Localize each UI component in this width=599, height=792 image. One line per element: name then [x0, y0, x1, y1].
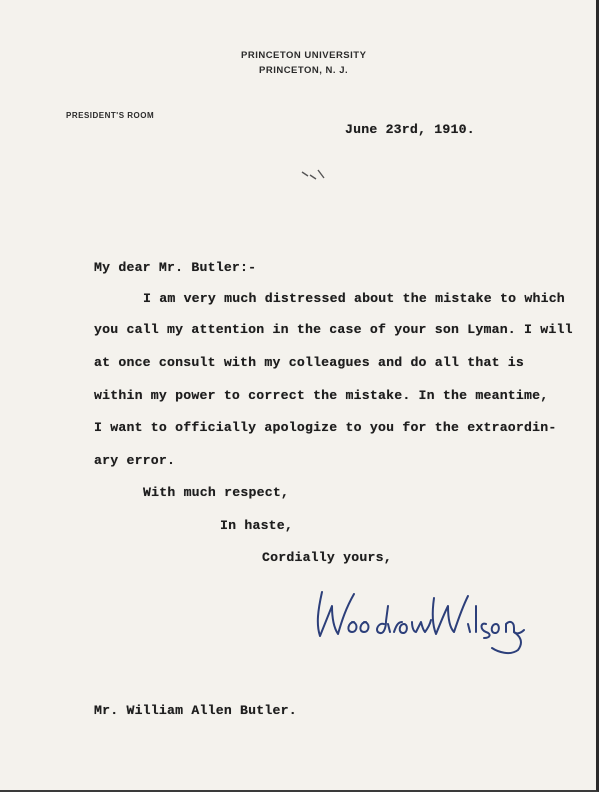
- letter-addressee: Mr. William Allen Butler.: [94, 703, 297, 718]
- body-line: ary error.: [94, 453, 176, 468]
- letterhead-institution: PRINCETON UNIVERSITY: [241, 50, 367, 61]
- body-line: I want to officially apologize to you for the extraordin-: [94, 420, 557, 435]
- letterhead-location: PRINCETON, N. J.: [259, 65, 349, 76]
- body-line: at once consult with my colleagues and do all that is: [94, 355, 525, 370]
- handwritten-signature: [300, 580, 540, 660]
- letter-salutation: My dear Mr. Butler:-: [94, 260, 257, 275]
- closing-line: In haste,: [220, 518, 294, 533]
- closing-line: With much respect,: [143, 485, 290, 500]
- body-line: I am very much distressed about the mistake to which: [143, 291, 565, 306]
- body-line: within my power to correct the mistake. In the meantime,: [94, 388, 549, 403]
- closing-line: Cordially yours,: [262, 550, 392, 565]
- body-line: you call my attention in the case of your son Lyman. I will: [94, 322, 573, 337]
- ink-marks: [300, 166, 340, 186]
- letter-date: June 23rd, 1910.: [345, 122, 475, 137]
- letterhead-room: PRESIDENT'S ROOM: [66, 111, 155, 120]
